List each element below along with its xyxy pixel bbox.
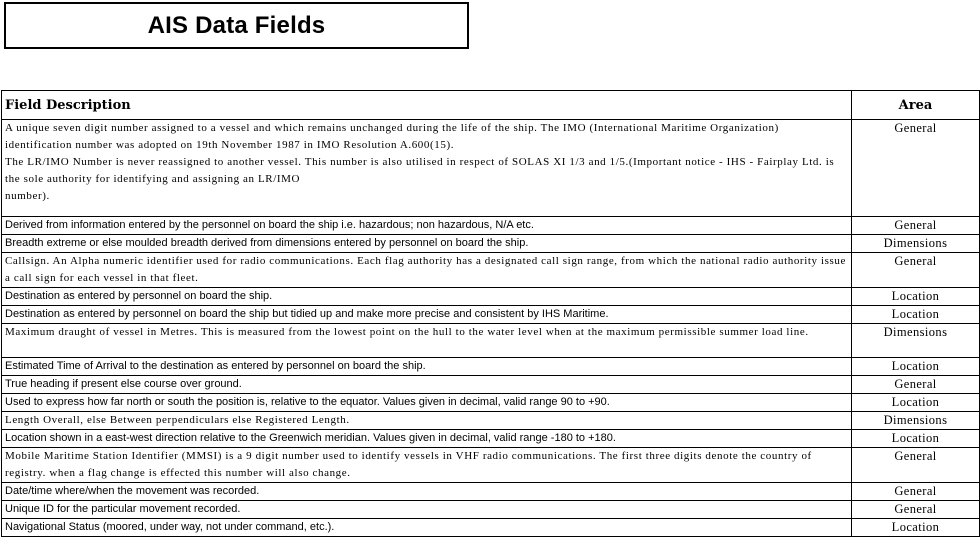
field-description: Derived from information entered by the personnel on board the ship i.e. hazardous; non hazardous, N/A etc.	[2, 217, 852, 235]
field-description: Navigational Status (moored, under way, not under command, etc.).	[2, 519, 852, 537]
field-description: Breadth extreme or else moulded breadth derived from dimensions entered by personnel on board the ship.	[2, 235, 852, 253]
table-row	[2, 519, 980, 537]
field-area: Dimensions	[852, 412, 980, 430]
field-area: General	[852, 253, 980, 288]
table-row	[2, 394, 980, 412]
field-area: General	[852, 501, 980, 519]
table-row	[2, 120, 980, 217]
field-area: Location	[852, 430, 980, 448]
field-description: Mobile Maritime Station Identifier (MMSI) is a 9 digit number used to identify vessels in VHF radio communications. The first three digits denote the country of registry. when a flag change is effected this number will also change.	[2, 448, 852, 483]
field-area: General	[852, 376, 980, 394]
field-area: General	[852, 483, 980, 501]
field-description: Maximum draught of vessel in Metres. This is measured from the lowest point on the hull to the water level when at the maximum permissible summer load line.	[2, 324, 852, 358]
field-area: Location	[852, 288, 980, 306]
field-description: Used to express how far north or south the position is, relative to the equator. Values given in decimal, valid range 90 to +90.	[2, 394, 852, 412]
table-row	[2, 306, 980, 324]
field-description: Unique ID for the particular movement recorded.	[2, 501, 852, 519]
field-area: Dimensions	[852, 324, 980, 358]
field-description: Destination as entered by personnel on board the ship.	[2, 288, 852, 306]
field-area: General	[852, 448, 980, 483]
table-row	[2, 235, 980, 253]
field-description: Location shown in a east-west direction relative to the Greenwich meridian. Values given in decimal, valid range -180 to +180.	[2, 430, 852, 448]
table-row	[2, 430, 980, 448]
table-row	[2, 376, 980, 394]
field-description: A unique seven digit number assigned to a vessel and which remains unchanged during the life of the ship. The IMO (International Maritime Organization) identification number was adopted on 19th November 1987 in IMO Resolution A.600(15). The LR/IMO Number is never reassigned to another vessel. This number is also utilised in respect of SOLAS XI 1/3 and 1/5.(Important notice - IHS - Fairplay Ltd. is the sole authority for identifying and assigning an LR/IMO number).	[2, 120, 852, 217]
area-column-header: Area	[852, 91, 980, 120]
table-row	[2, 217, 980, 235]
table-row	[2, 358, 980, 376]
field-area: Location	[852, 394, 980, 412]
field-area: Location	[852, 306, 980, 324]
field-description: True heading if present else course over ground.	[2, 376, 852, 394]
table-row	[2, 483, 980, 501]
description-column-header: Field Description	[2, 91, 852, 120]
field-area: Location	[852, 358, 980, 376]
table-row	[2, 412, 980, 430]
page-title: AIS Data Fields	[147, 11, 326, 39]
field-description: Date/time where/when the movement was recorded.	[2, 483, 852, 501]
table-row	[2, 288, 980, 306]
field-description: Length Overall, else Between perpendiculars else Registered Length.	[2, 412, 852, 430]
table-row	[2, 448, 980, 483]
table-row	[2, 253, 980, 288]
field-description: Estimated Time of Arrival to the destination as entered by personnel on board the ship.	[2, 358, 852, 376]
ais-fields-table	[1, 90, 980, 537]
field-area: General	[852, 217, 980, 235]
table-row	[2, 324, 980, 358]
title-box	[4, 2, 469, 49]
table-row	[2, 501, 980, 519]
field-description: Callsign. An Alpha numeric identifier used for radio communications. Each flag authority has a designated call sign range, from which the national radio authority issue a call sign for each vessel in that fleet.	[2, 253, 852, 288]
field-description: Destination as entered by personnel on board the ship but tidied up and make more precise and consistent by IHS Maritime.	[2, 306, 852, 324]
field-area: General	[852, 120, 980, 217]
field-area: Dimensions	[852, 235, 980, 253]
table-header-row	[2, 91, 980, 120]
field-area: Location	[852, 519, 980, 537]
